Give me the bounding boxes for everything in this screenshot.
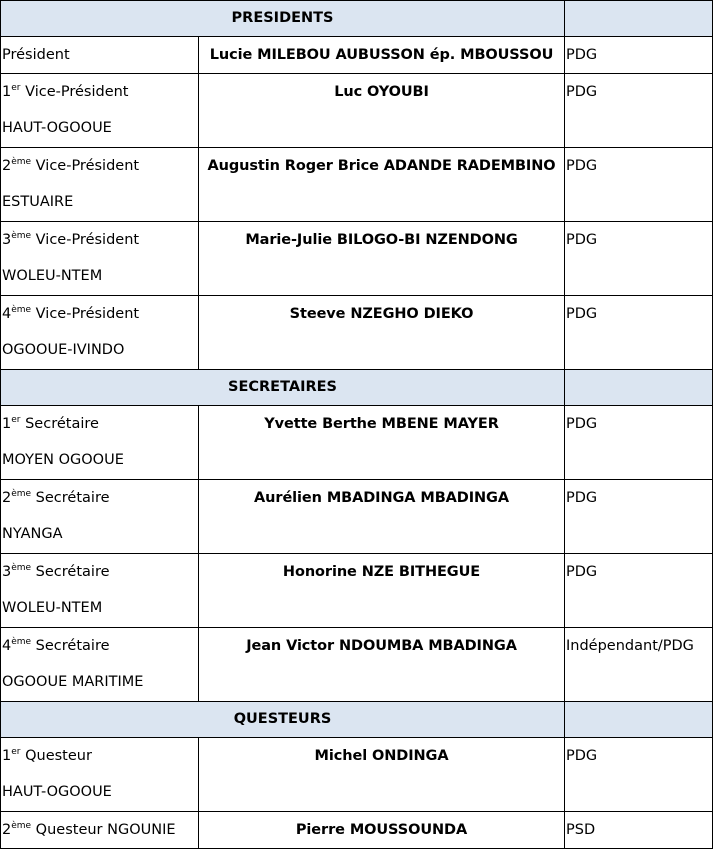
party-cell: Indépendant/PDG [565,628,713,702]
party-cell: PDG [565,296,713,370]
section-title: SECRETAIRES [1,370,565,406]
role-ordinal: ème [11,489,32,499]
role-label: Questeur [20,748,92,764]
role-label: Vice-Président [31,306,140,322]
member-name: Marie-Julie BILOGO-BI NZENDONG [199,222,565,296]
section-header-empty [565,1,713,37]
role-cell [1,812,199,849]
region-label: HAUT-OGOOUE [2,120,112,136]
role-ordinal: ème [11,157,32,167]
party-cell: PSD [565,812,713,849]
role-cell [1,406,199,480]
role-number: 4 [2,638,12,654]
section-header-row [1,702,713,738]
table-row [1,628,713,702]
member-name: Yvette Berthe MBENE MAYER [199,406,565,480]
region-label: MOYEN OGOOUE [2,452,124,468]
table-row [1,222,713,296]
role-label: Secrétaire [20,416,99,432]
party-cell: PDG [565,480,713,554]
role-number: 1 [2,748,12,764]
role-number: 3 [2,232,12,248]
section-header-row [1,1,713,37]
role-line [2,480,198,516]
role-number: 3 [2,564,12,580]
member-name: Michel ONDINGA [199,738,565,812]
member-name: Honorine NZE BITHEGUE [199,554,565,628]
section-header-empty [565,702,713,738]
region-label: HAUT-OGOOUE [2,784,112,800]
role-cell [1,554,199,628]
region-label: ESTUAIRE [2,194,74,210]
table-row [1,296,713,370]
section-header-empty [565,370,713,406]
table-row [1,74,713,148]
role-ordinal: ème [11,821,32,831]
party-cell: PDG [565,74,713,148]
role-line [2,222,198,258]
region-label: NYANGA [2,526,63,542]
role-ordinal: ème [11,563,32,573]
table-row [1,554,713,628]
role-line [2,37,198,73]
region-label: WOLEU-NTEM [2,268,103,284]
role-label: Vice-Président [31,232,140,248]
region-label: OGOOUE-IVINDO [2,342,125,358]
role-ordinal: ème [11,637,32,647]
role-ordinal: er [11,747,21,757]
table-row [1,812,713,849]
table-row [1,406,713,480]
role-ordinal: er [11,415,21,425]
role-label: Président [2,47,70,63]
role-number: 1 [2,416,12,432]
role-line [2,554,198,590]
member-name: Aurélien MBADINGA MBADINGA [199,480,565,554]
role-cell [1,296,199,370]
role-cell [1,148,199,222]
role-cell [1,738,199,812]
role-ordinal: er [11,83,21,93]
party-cell: PDG [565,37,713,74]
role-ordinal: ème [11,231,32,241]
region-label: OGOOUE MARITIME [2,674,144,690]
section-header-row [1,370,713,406]
role-line [2,628,198,664]
member-name: Luc OYOUBI [199,74,565,148]
role-label: Secrétaire [31,564,110,580]
role-cell [1,74,199,148]
member-name: Pierre MOUSSOUNDA [199,812,565,849]
role-line [2,406,198,442]
member-name: Jean Victor NDOUMBA MBADINGA [199,628,565,702]
section-title: QUESTEURS [1,702,565,738]
member-name: Lucie MILEBOU AUBUSSON ép. MBOUSSOU [199,37,565,74]
role-line [2,812,198,848]
table-row [1,37,713,74]
role-label: Vice-Président [31,158,140,174]
role-label: Secrétaire [31,490,110,506]
role-number: 1 [2,84,12,100]
party-cell: PDG [565,738,713,812]
role-label: Secrétaire [31,638,110,654]
role-number: 2 [2,158,12,174]
region-label: WOLEU-NTEM [2,600,103,616]
role-cell [1,628,199,702]
role-number: 2 [2,490,12,506]
section-title: PRESIDENTS [1,1,565,37]
role-label: Vice-Président [20,84,129,100]
role-cell [1,37,199,74]
role-ordinal: ème [11,305,32,315]
party-cell: PDG [565,554,713,628]
role-number: 4 [2,306,12,322]
role-line [2,148,198,184]
role-line [2,296,198,332]
party-cell: PDG [565,222,713,296]
table-row [1,738,713,812]
table-row [1,148,713,222]
role-line [2,74,198,110]
table-row [1,480,713,554]
role-number: 2 [2,822,12,838]
party-cell: PDG [565,406,713,480]
role-cell [1,222,199,296]
member-name: Steeve NZEGHO DIEKO [199,296,565,370]
member-name: Augustin Roger Brice ADANDE RADEMBINO [199,148,565,222]
role-line [2,738,198,774]
role-label: Questeur NGOUNIE [31,822,176,838]
role-cell [1,480,199,554]
party-cell: PDG [565,148,713,222]
